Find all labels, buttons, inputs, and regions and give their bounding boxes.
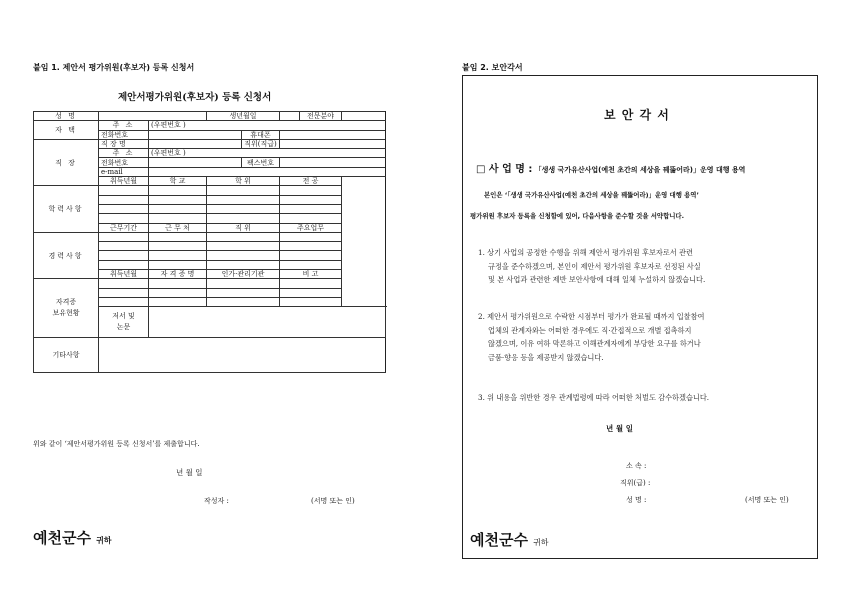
submission-statement: 위와 같이 ‘제안서평가위원 등록 신청서’를 제출합니다. <box>33 440 200 448</box>
rank-label: 직위(급) : <box>620 479 651 487</box>
edu-col-major: 전 공 <box>280 177 342 186</box>
license-col-note: 비 고 <box>280 270 342 279</box>
label-license: 자격증 보유현황 <box>34 279 99 338</box>
label-works: 저서 및 논문 <box>99 307 149 338</box>
left-signature: (서명 또는 인) <box>311 497 355 505</box>
other-value[interactable] <box>99 338 386 373</box>
label-name: 성 명 <box>34 112 99 121</box>
pledge-item-3: 3. 위 내용을 위반한 경우 관계법령에 따라 어떠한 처벌도 감수하겠습니다. <box>478 393 710 402</box>
label-other: 기타사항 <box>34 338 99 373</box>
mobile-value[interactable] <box>280 130 386 139</box>
license-col-date: 취득년월 <box>99 270 149 279</box>
registration-form-table <box>33 111 386 373</box>
label-work-phone: 전화번호 <box>99 158 149 167</box>
label-field: 전문분야 <box>300 112 342 121</box>
home-phone-value[interactable] <box>149 130 242 139</box>
career-col-period: 근무기간 <box>99 223 149 232</box>
company-value[interactable] <box>149 139 242 148</box>
edu-col-degree: 학 위 <box>207 177 280 186</box>
name-value[interactable] <box>99 112 207 121</box>
edu-col-school: 학 교 <box>149 177 207 186</box>
license-col-name: 자 격 증 명 <box>149 270 207 279</box>
right-signature: (서명 또는 인) <box>745 496 789 504</box>
label-education: 학력사항 <box>34 186 99 232</box>
form-title: 제안서평가위원(후보자) 등록 신청서 <box>118 92 272 103</box>
label-work-address: 주 소 <box>99 149 149 158</box>
field-value[interactable] <box>342 112 386 121</box>
home-postal[interactable]: (우편번호 ) <box>149 121 386 130</box>
pledge-title: 보 안 각 서 <box>604 108 670 122</box>
work-phone-value[interactable] <box>149 158 242 167</box>
position-value[interactable] <box>280 139 386 148</box>
author-label: 작성자 : <box>204 497 229 505</box>
right-date-line: 년 월 일 <box>606 424 633 433</box>
fax-value[interactable] <box>280 158 386 167</box>
label-position: 직위(직급) <box>242 139 280 148</box>
label-home-address: 주 소 <box>99 121 149 130</box>
work-postal[interactable]: (우편번호 ) <box>149 149 386 158</box>
pledge-item-1: 1. 상기 사업의 공정한 수행을 위해 제안서 평가위원 후보자로서 관련 규정을 준수하겠으며, 본인이 제안서 평가위원 후보자로 선정된 사실 및 본 사업과 관련한 제반 보안사항에 대해 일체 누설하지 않겠습니다. <box>478 248 706 284</box>
project-line: □ 사 업 명 : 「생생 국가유산사업(예천 초간의 세상을 꿰뚫어라)」운영 대행 용역 <box>476 164 746 175</box>
annex-1-title: 붙임 1. 제안서 평가위원(후보자) 등록 신청서 <box>33 63 195 72</box>
career-col-duty: 주요업무 <box>280 223 342 232</box>
annex-2-title: 붙임 2. 보안각서 <box>462 63 523 72</box>
label-fax: 팩스번호 <box>242 158 280 167</box>
works-value[interactable] <box>149 307 386 338</box>
left-recipient: 예천군수 귀하 <box>33 529 112 547</box>
career-col-workplace: 근 무 처 <box>149 223 207 232</box>
license-col-agency: 인가·관리기관 <box>207 270 280 279</box>
label-home-phone: 전화번호 <box>99 130 149 139</box>
label-career: 경력사항 <box>34 232 99 278</box>
label-mobile: 휴대폰 <box>242 130 280 139</box>
affiliation-label: 소 속 : <box>626 462 647 470</box>
label-home: 자 택 <box>34 121 99 140</box>
career-col-position: 직 위 <box>207 223 280 232</box>
pledge-line-1: 본인은 ‘「생생 국가유산사업(예천 초간의 세상을 꿰뚫어라)」운영 대행 용역’ <box>484 191 699 199</box>
label-workplace: 직 장 <box>34 139 99 185</box>
email-value[interactable] <box>149 167 386 176</box>
left-date-line: 년 월 일 <box>176 468 203 477</box>
label-company: 직 장 명 <box>99 139 149 148</box>
pledge-line-2: 평가위원 후보자 등록을 신청함에 있어, 다음사항을 준수할 것을 서약합니다. <box>470 212 685 220</box>
right-recipient: 예천군수 귀하 <box>470 531 549 549</box>
name-label: 성 명 : <box>626 496 647 504</box>
label-birth: 생년월일 <box>207 112 280 121</box>
label-email: e-mail <box>99 167 149 176</box>
edu-col-date: 취득년월 <box>99 177 149 186</box>
pledge-item-2: 2. 제안서 평가위원으로 수락한 시점부터 평가가 완료될 때까지 입찰참여 업체의 관계자와는 어떠한 경우에도 직·간접적으로 개별 접촉하지 않겠으며, 이유 여하 막론하고 이해관계자에게 부당한 요구를 하거나 금품·향응 등을 제공받지 않겠습니다. <box>478 312 705 362</box>
